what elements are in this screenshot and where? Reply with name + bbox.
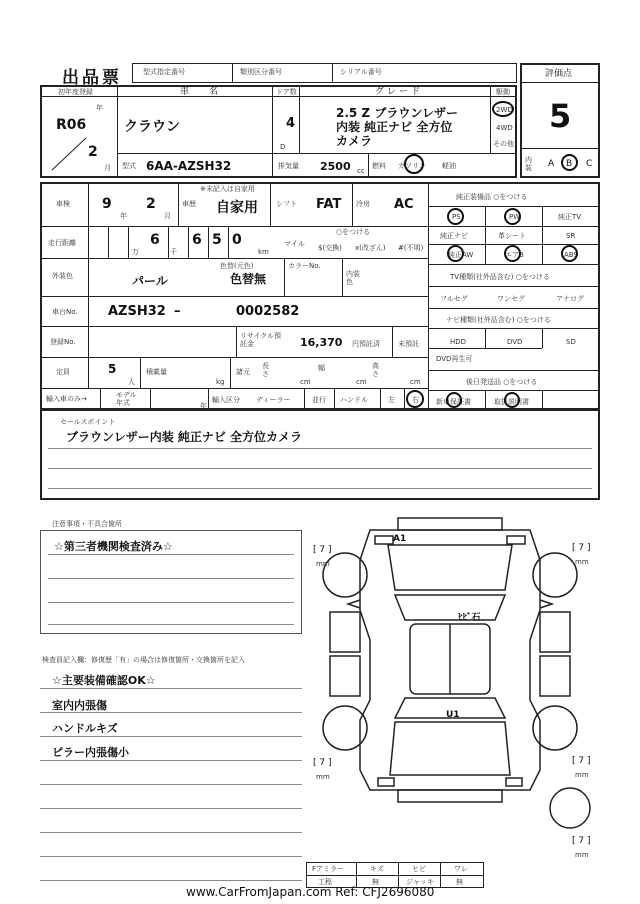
navi-title: ナビ種類(社外品含む) ○をつける [446,316,551,324]
fuel-gasoline: ガソリン [398,162,426,170]
legend-value-4: 無 [456,878,463,886]
shaken-year: 9 [102,196,112,212]
tread-front-left: [ 7 ] [313,545,332,555]
load-label: 積載量 [146,368,167,376]
odometer-digit-2: 6 [192,232,202,248]
legend-header-break: ワレ [454,865,468,873]
serial-number-label: シリアル番号 [340,68,382,76]
odometer-km-unit: km [258,248,269,256]
year-unit: 年 [96,104,103,112]
drive-other: その他 [493,140,514,148]
vin-dash: – [174,304,181,319]
size-height-unit: cm [410,378,421,386]
navi-sd: SD [566,338,576,346]
tread-spare-unit: mm [575,851,589,859]
ac-value: AC [394,197,414,212]
odometer-label: 走行距離 [48,239,76,247]
inspector-line-1: ☆主要装備確認OK☆ [52,674,156,687]
equip-navi: 純正ナビ [440,232,468,240]
displacement-value: 2500 [320,160,351,173]
damage-mark-chip: ﾋﾋﾞ石 [458,613,481,623]
navi-hdd: HDD [450,338,467,346]
tread-rear-right-unit: mm [575,771,589,779]
doors-value: 4 [286,116,296,131]
navi-dvd-play: DVD再生可 [436,355,473,363]
equip-abs: ABS [564,251,578,259]
first-reg-month: 2 [88,144,98,160]
grade-line-1: 2.5 Z ブラウンレザー [336,106,459,120]
recycle-value: 16,370 [300,336,343,349]
grade-line-2: 内装 純正ナビ 全方位 [336,120,453,134]
mile-label: マイル [284,240,305,248]
car-name: クラウン [124,119,180,135]
use-value: 自家用 [216,200,258,216]
import-year-unit: 年 [200,402,207,410]
first-reg-year: R06 [56,117,87,133]
color-no-label: カラーNo. [288,262,321,270]
legend-value-3: ジャッキ [406,878,434,886]
legend-value-1: 工程 [318,878,332,886]
use-label: 車歴 [182,200,196,208]
watermark: www.CarFromJapan.com Ref: CFJ2696080 [186,885,435,899]
model-label: 型式 [122,162,136,170]
sales-point-label: セールスポイント [60,418,116,426]
odometer-digit-3: 5 [212,232,222,248]
displacement-label: 排気量 [278,162,299,170]
fuel-label: 燃料 [372,162,386,170]
drive-2wd: 2WD [496,106,513,114]
equip-tv: 純正TV [558,213,582,221]
type-designation-label: 型式指定番号 [143,68,185,76]
equip-pw: PW [509,213,521,221]
import-parallel: 並行 [312,396,326,404]
shaken-year-unit: 年 [120,212,127,220]
model-year-label: モデル年式 [116,391,137,407]
inspector-line-2: 室内内張傷 [52,699,107,712]
odometer-sen-unit: 千 [170,248,177,256]
inspector-line-4: ピラー内張傷小 [52,746,129,759]
door-unit: D [280,143,286,151]
color-change-label: 色替(元色) [220,262,254,270]
load-unit: kg [216,378,225,386]
import-dealer: ディーラー [256,396,291,404]
mile-opt-exchange: $(交換) [318,244,342,252]
first-reg-label: 初年度登録 [58,88,93,96]
tread-front-right: [ 7 ] [572,543,591,553]
import-category-label: 輸入区分 [212,396,240,404]
equip-ps: PS [452,213,461,221]
equip-leather: 革シート [498,232,526,240]
grade-label: グレード [375,87,424,97]
after-title: 後日発送品 ○をつける [466,378,538,386]
size-length-unit: cm [300,378,311,386]
equip-airbag: エアB [505,251,524,259]
interior-color-label: 内装色 [346,270,360,286]
handle-label: ハンドル [340,396,368,404]
category-number-label: 類別区分番号 [240,68,282,76]
mile-opt-tamper: x(改ざん) [355,244,386,252]
recycle-label: リサイクル預託金 [240,332,282,348]
odometer-digit-4: 0 [232,232,242,248]
shaken-month-unit: 月 [164,212,171,220]
tread-rear-right: [ 7 ] [572,756,591,766]
capacity-unit: 人 [128,378,135,386]
tv-fullseg: フルセグ [440,295,468,303]
sales-point-text: ブラウンレザー内装 純正ナビ 全方位カメラ [66,430,303,444]
notes-label: 注意事項・不具合箇所 [52,520,122,528]
shaken-month: 2 [146,196,156,212]
handle-left: 左 [388,396,395,404]
interior-grade-b: B [566,159,573,169]
tv-title: TV種類(社外品含む) ○をつける [450,273,550,281]
legend-header-mirror: Fアミラー [312,865,345,873]
vin-prefix: AZSH32 [108,304,166,319]
ac-label: 冷房 [356,200,370,208]
size-label: 諸元 [236,368,250,376]
after-warranty: 新車保証書 [436,398,471,406]
size-width: 幅 [318,364,325,372]
size-height: 高さ [372,362,379,378]
use-note: ※未記入は自家用 [200,185,255,193]
drive-4wd: 4WD [496,124,513,132]
displacement-unit: cc [357,167,365,175]
tv-oneseg: ワンセグ [497,295,525,303]
shift-label: シフト [276,200,297,208]
diesel-label: 軽油 [442,162,456,170]
interior-label: 内装 [525,156,532,172]
model-code: 6AA-AZSH32 [146,159,232,173]
car-name-label: 車名 [180,87,239,97]
equip-sr: SR [566,232,576,240]
odometer-man-unit: 万 [132,248,139,256]
inspector-label: 検査員記入欄：修復歴「有」の場合は修復箇所・交換箇所を記入 [42,656,245,664]
odometer-digit-1: 6 [150,232,160,248]
tread-rear-left-unit: mm [316,773,330,781]
legend-value-2: 無 [372,878,379,886]
color-label: 外装色 [52,272,73,280]
tread-front-right-unit: mm [575,558,589,566]
recycle-unit: 円預託済 [352,340,380,348]
notes-line-1: ☆第三者機関検査済み☆ [54,540,173,553]
interior-grade-c: C [586,159,593,169]
grade-line-3: カメラ [336,134,373,148]
doors-label: ドア数 [276,88,297,96]
equip-title: 純正装備品 ○をつける [456,193,528,201]
score-value: 5 [549,97,572,135]
tread-rear-left: [ 7 ] [313,758,332,768]
tread-front-left-unit: mm [316,560,330,568]
tread-spare: [ 7 ] [572,836,591,846]
vin-label: 車台No. [52,308,78,316]
shaken-label: 車検 [56,200,70,208]
legend-header-scratch: キズ [370,865,384,873]
handle-right: 右 [412,396,419,404]
score-label: 評価点 [545,69,573,79]
after-manual: 取扱説明書 [494,398,529,406]
vin-number: 0002582 [236,304,300,319]
month-unit: 月 [104,164,111,172]
tv-analog: アナログ [556,295,584,303]
mile-note: ○をつける [336,228,371,236]
reg-number-label: 登録No. [50,338,76,346]
drive-label: 駆動 [496,88,510,96]
damage-mark-a1: A1 [393,534,407,544]
color-value: パール [132,274,168,288]
capacity-value: 5 [108,362,117,376]
equip-aw: 純正AW [448,251,474,259]
interior-grade-a: A [548,159,555,169]
inspector-line-3: ハンドルキズ [52,722,118,735]
import-label: 輸入車のみ→ [46,395,87,403]
size-width-unit: cm [356,378,367,386]
capacity-label: 定員 [56,368,70,376]
navi-dvd: DVD [507,338,523,346]
color-change-value: 色替無 [230,272,267,286]
mile-opt-unknown: #(不明) [398,244,424,252]
sheet-title: 出品票 [62,68,122,88]
shift-value: FAT [316,197,342,212]
recycle-none: 未預託 [398,340,419,348]
damage-mark-u1: U1 [446,710,460,720]
legend-header-crack: ヒビ [412,865,426,873]
size-length: 長さ [262,362,269,378]
